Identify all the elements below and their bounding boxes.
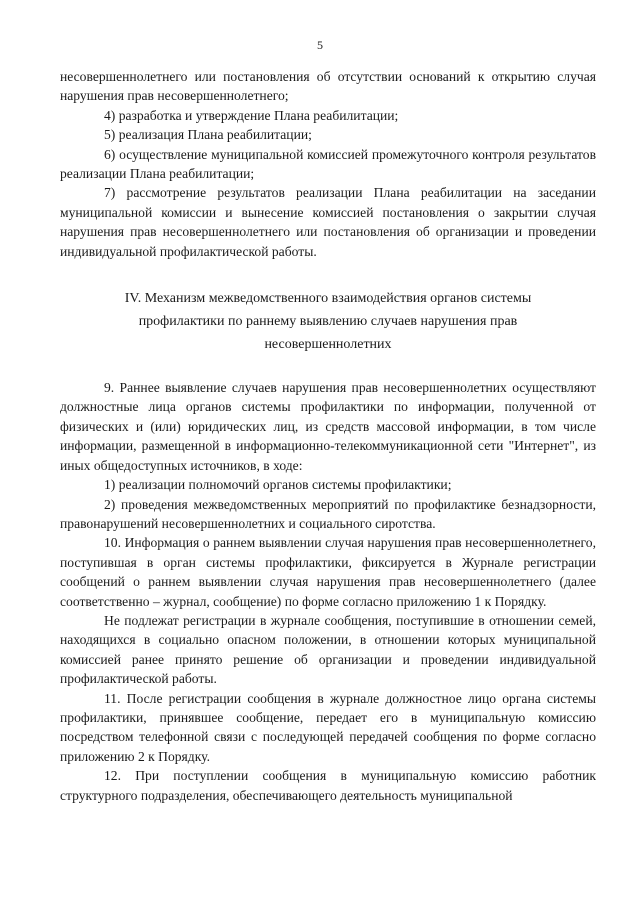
document-body — [60, 67, 596, 805]
paragraph-9: 9. Раннее выявление случаев нарушения прав несовершеннолетних осуществляют должностные лица органов системы профилактики по информации, полученной от физических и (или) юридических лиц, из средств массовой информации, в том числе информации, размещенной в информационно-телекоммуникационной сети "Интернет", из иных общедоступных источников, в ходе: — [60, 380, 596, 473]
paragraph-11: 11. После регистрации сообщения в журнале должностное лицо органа системы профилактики, принявшее сообщение, передает его в муниципальную комиссию посредством телефонной связи с последующей передачей сообщения по форме согласно приложению 2 к Порядку. — [60, 690, 596, 764]
paragraph-continuation: несовершеннолетнего или постановления об отсутствии оснований к открытию случая нарушения прав несовершеннолетнего; — [60, 69, 596, 104]
list-item: 5) реализация Плана реабилитации; — [104, 127, 312, 143]
paragraph-10-note: Не подлежат регистрации в журнале сообщения, поступившие в отношении семей, находящихся в социально опасном положении, в отношении которых муниципальной комиссией ранее принято решение об организации и проведении индивидуальной профилактической работы. — [60, 612, 596, 687]
list-item: 6) осуществление муниципальной комиссией промежуточного контроля результатов реализации Плана реабилитации; — [60, 146, 596, 182]
paragraph-12: 12. При поступлении сообщения в муниципальную комиссию работник структурного подразделения, обеспечивающего деятельность муниципальной — [60, 768, 596, 803]
list-item: 7) рассмотрение результатов реализации Плана реабилитации на заседании муниципальной комиссии и вынесение комиссией постановления о закрытии случая нарушения прав несовершеннолетнего или постановления об организации и проведении индивидуальной профилактической работы. — [60, 185, 596, 259]
page-number: 5 — [317, 38, 323, 52]
list-item: 1) реализации полномочий органов системы профилактики; — [104, 477, 452, 493]
paragraph-10: 10. Информация о раннем выявлении случая нарушения прав несовершеннолетнего, поступившая в орган системы профилактики, фиксируется в Журнале регистрации сообщений о раннем выявлении случая нарушения прав несовершеннолетнего (далее соответственно – журнал, сообщение) по форме согласно приложению 1 к Порядку. — [60, 535, 596, 609]
section-heading-line: IV. Механизм межведомственного взаимодействия органов системы — [124, 291, 532, 307]
section-heading-line: профилактики по раннему выявлению случаев нарушения прав — [138, 314, 518, 330]
section-heading-line: несовершеннолетних — [264, 337, 392, 353]
list-item: 2) проведения межведомственных мероприятий по профилактике безнадзорности, правонарушений несовершеннолетних и социального сиротства. — [60, 496, 596, 531]
section-heading — [60, 287, 596, 356]
list-item: 4) разработка и утверждение Плана реабилитации; — [104, 107, 399, 123]
